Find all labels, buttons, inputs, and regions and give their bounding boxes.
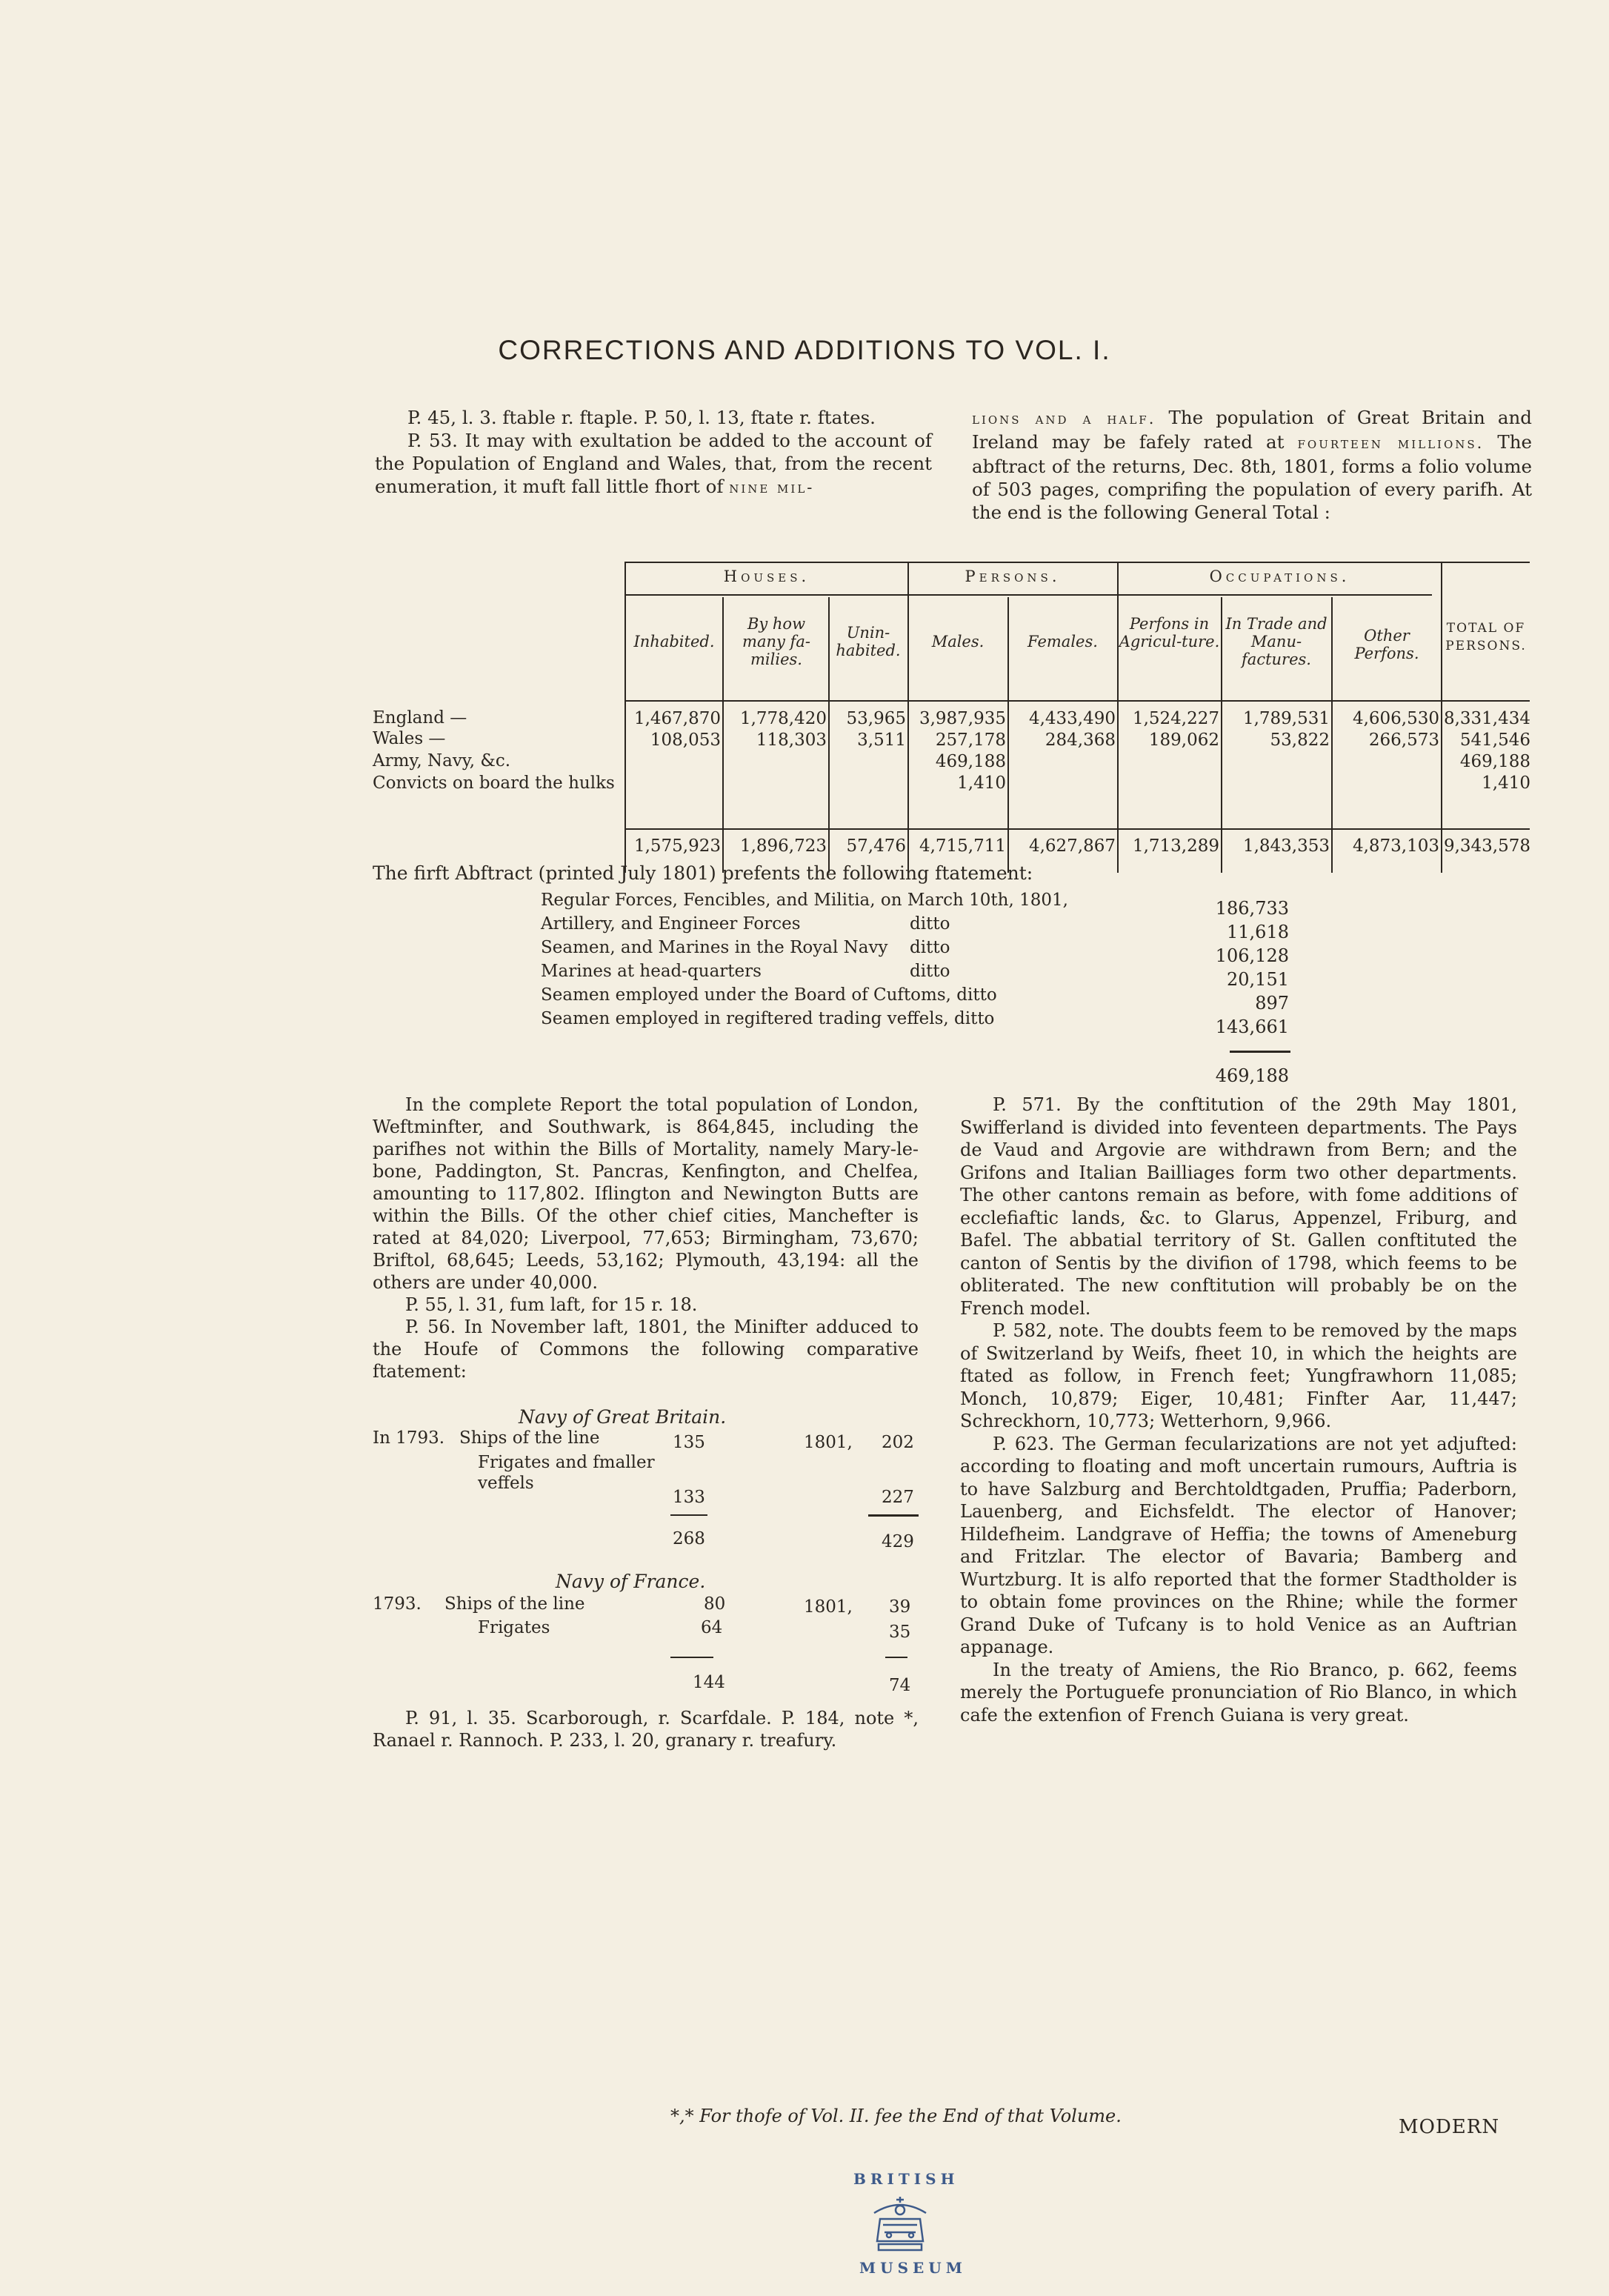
cell-trade-wales: 53,822 bbox=[1270, 731, 1330, 750]
navy-fr-row2-v2: 35 bbox=[889, 1623, 911, 1642]
statement-ditto-4: ditto bbox=[910, 962, 950, 981]
row-label-england: England — bbox=[373, 708, 467, 728]
navy-fr-year2: 1801, bbox=[804, 1597, 853, 1617]
cell-other-england: 4,606,530 bbox=[1352, 709, 1439, 728]
intro-right-para: lions and a half. The population of Great Britain and Ireland may be fafely rated at fourteen millions. The abftract of the returns, Dec. 8th, 1801, forms a folio volume of 503 pages, comprifing the population of every parifh. At the end is the following General Total : bbox=[972, 407, 1532, 523]
intro-right-smallcaps-2: fourteen millions. bbox=[1297, 434, 1485, 452]
stamp-text-bottom: MUSEUM bbox=[859, 2259, 967, 2277]
navy-gb-row1-label: Ships of the line bbox=[459, 1428, 600, 1448]
header-rule bbox=[624, 700, 1530, 702]
navy-gb-row2-label: Frigates and fmaller veffels bbox=[478, 1453, 655, 1493]
totals-rule bbox=[624, 828, 1530, 830]
statement-label-1: Regular Forces, Fencibles, and Militia, on March 10th, 1801, bbox=[541, 891, 1068, 910]
cell-families-wales: 118,303 bbox=[756, 731, 827, 750]
statement-ditto-3: ditto bbox=[910, 938, 950, 957]
footer-note: *,* For thofe of Vol. II. fee the End of that Volume. bbox=[670, 2106, 1122, 2126]
navy-gb-total2: 429 bbox=[882, 1532, 914, 1551]
statement-sum-rule bbox=[1230, 1051, 1290, 1053]
navy-gb-row2-v1: 133 bbox=[673, 1488, 705, 1507]
col-agriculture bbox=[1119, 708, 1219, 751]
statement-total: 469,188 bbox=[1215, 1065, 1289, 1086]
header-uninhabited: Unin-habited. bbox=[836, 624, 901, 659]
right-para-p571: P. 571. By the conftitution of the 29th May 1801, Swifferland is divided into feventeen departments. The Pays de Vaud and Argovie are withdrawn from Bern; and the Grifons and Italian Bailliages form two other departments. The other cantons remain as before, with fome additions of ecclefiaftic lands, &c. to Glarus, Appenzel, Friburg, and Bafel. The abbatial territory of St. Gallen conftituted the canton of Sentis by the divifion of 1798, which feems to be obliterated. The new conftitution will probably be on the French model. bbox=[960, 1094, 1517, 1319]
navy-fr-row2-label: Frigates bbox=[478, 1618, 550, 1637]
cell-total-england: 8,331,434 bbox=[1443, 709, 1530, 728]
navy-gb-rule1 bbox=[670, 1514, 707, 1516]
stamp-text-top: BRITISH bbox=[853, 2170, 959, 2188]
navy-fr-total1: 144 bbox=[693, 1673, 725, 1692]
header-other: Other Perfons. bbox=[1354, 627, 1419, 662]
total-agri: 1,713,289 bbox=[1132, 836, 1219, 856]
group-persons: Persons. bbox=[965, 568, 1061, 585]
navy-fr-rule2 bbox=[885, 1657, 907, 1658]
col-trade bbox=[1223, 708, 1330, 751]
total-inhabited: 1,575,923 bbox=[633, 836, 721, 856]
intro-left-smallcaps: nine mil- bbox=[729, 479, 815, 496]
navy-gb-year2: 1801, bbox=[804, 1433, 853, 1452]
navy-fr-row1-v1: 80 bbox=[704, 1594, 726, 1614]
left-para-p55: P. 55, l. 31, fum laft, for 15 r. 18. bbox=[405, 1294, 698, 1315]
statement-value-5: 897 bbox=[1255, 993, 1289, 1014]
page-title: CORRECTIONS AND ADDITIONS TO VOL. I. bbox=[498, 335, 1111, 365]
cell-females-wales: 284,368 bbox=[1045, 731, 1116, 750]
group-houses: Houses. bbox=[723, 568, 810, 585]
vrule-1 bbox=[722, 597, 724, 873]
navy-fr-rule1 bbox=[670, 1657, 713, 1658]
left-end-para: P. 91, l. 35. Scarborough, r. Scarfdale. P. 184, note *, Ranael r. Rannoch. P. 233, l. 20, granary r. treafury. bbox=[373, 1708, 919, 1751]
header-inhabited: Inhabited. bbox=[633, 633, 715, 650]
statement-label-5: Seamen employed under the Board of Cuftoms, ditto bbox=[541, 985, 997, 1005]
intro-left-para-2: P. 53. It may with exultation be added to the account of the Population of England and Wales, that, from the recent enumeration, it muft fall little fhort of nine mil- bbox=[375, 430, 932, 497]
catchword: MODERN bbox=[1399, 2116, 1500, 2138]
right-lower-column bbox=[960, 1094, 1517, 1726]
intro-left-para-1: P. 45, l. 3. ftable r. ftaple. P. 50, l. 13, ftate r. ftates. bbox=[407, 407, 876, 428]
cell-total-army: 469,188 bbox=[1459, 752, 1530, 771]
header-trade: In Trade and Manu-factures. bbox=[1225, 615, 1327, 668]
navy-gb-year1: In 1793. bbox=[373, 1428, 445, 1448]
left-para-p56: P. 56. In November laft, 1801, the Minifter adduced to the Houfe of Commons the following comparative ftatement: bbox=[373, 1317, 919, 1382]
row-label-army: Army, Navy, &c. bbox=[373, 751, 511, 771]
total-males: 4,715,711 bbox=[919, 836, 1006, 856]
header-females: Females. bbox=[1027, 633, 1098, 650]
cell-males-convicts: 1,410 bbox=[957, 773, 1006, 793]
col-females bbox=[1010, 708, 1116, 751]
header-families: By how many fa-milies. bbox=[742, 615, 810, 668]
cell-agri-england: 1,524,227 bbox=[1132, 709, 1219, 728]
statement-label-2: Artillery, and Engineer Forces bbox=[541, 914, 801, 934]
navy-gb-title: Navy of Great Britain. bbox=[519, 1406, 727, 1428]
col-total bbox=[1443, 708, 1530, 794]
statement-ditto-2: ditto bbox=[910, 914, 950, 934]
navy-fr-row2-v1: 64 bbox=[701, 1618, 723, 1637]
group-rule bbox=[624, 594, 1432, 596]
vrule-5 bbox=[1117, 562, 1119, 873]
statement-value-2: 11,618 bbox=[1227, 922, 1289, 942]
vrule-8 bbox=[1441, 562, 1442, 873]
statement-value-3: 106,128 bbox=[1215, 945, 1289, 966]
cell-uninhabited-wales: 3,511 bbox=[857, 731, 906, 750]
navy-fr-total2: 74 bbox=[889, 1676, 911, 1695]
library-stamp bbox=[852, 2167, 967, 2278]
right-para-p623: P. 623. The German fecularizations are not yet adjufted: according to floating and moft uncertain rumours, Auftria is to have Salzburg and Berchtoldtgaden, Pruffia; Paderborn, Lauenberg, and Eichsfeldt. The elector of Hanover; Hildefheim. Landgrave of Heffia; the towns of Ameneburg and Fritzlar. The elector of Bavaria; Bamberg and Wurtzburg. It is alfo reported that the former Stadtholder is to obtain fome provinces on the Rhine; while the former Grand Duke of Tufcany is to hold Venice as an Auftrian appanage. bbox=[960, 1433, 1517, 1657]
cell-other-wales: 266,573 bbox=[1368, 731, 1439, 750]
cell-total-wales: 541,546 bbox=[1459, 731, 1530, 750]
left-para-london: In the complete Report the total population of London, Weftminfter, and Southwark, is 864,845, including the parifhes not within the Bills of Mortality, namely Mary-le-bone, Paddington, St. Pancras, Kenfington, and Chelfea, amounting to 117,802. Iflington and Newington Butts are within the Bills. Of the other chief cities, Manchefter is rated at 84,020; Liverpool, 77,653; Birmingham, 73,670; Briftol, 68,645; Leeds, 53,162; Plymouth, 43,194: all the others are under 40,000. bbox=[373, 1094, 919, 1293]
col-families bbox=[724, 708, 827, 751]
cell-inhabited-england: 1,467,870 bbox=[633, 709, 721, 728]
statement-value-6: 143,661 bbox=[1215, 1016, 1289, 1037]
cell-females-england: 4,433,490 bbox=[1028, 709, 1116, 728]
cell-inhabited-wales: 108,053 bbox=[650, 731, 721, 750]
abstract-intro: The firft Abftract (printed July 1801) prefents the following ftatement: bbox=[373, 862, 1033, 884]
cell-total-convicts: 1,410 bbox=[1482, 773, 1530, 793]
col-inhabited bbox=[626, 708, 721, 751]
right-para-amiens: In the treaty of Amiens, the Rio Branco, p. 662, feems merely the Portuguefe pronunciation of Rio Blanco, in which cafe the extenfion of French Guiana is very great. bbox=[960, 1659, 1517, 1726]
statement-value-1: 186,733 bbox=[1215, 898, 1289, 919]
navy-gb-row2-v2: 227 bbox=[882, 1488, 914, 1507]
statement-value-4: 20,151 bbox=[1227, 969, 1289, 990]
right-para-p582: P. 582, note. The doubts feem to be removed by the maps of Switzerland by Weifs, fheet 10, in which the heights are ftated as follow, in French feet; Yungfrawhorn 11,085; Monch, 10,879; Eiger, 10,481; Finfter Aar, 11,447; Schreckhorn, 10,773; Wetterhorn, 9,966. bbox=[960, 1320, 1517, 1431]
vrule-3 bbox=[907, 562, 909, 873]
intro-right-smallcaps-1: lions and a half. bbox=[972, 410, 1156, 427]
total-persons: 9,343,578 bbox=[1443, 836, 1530, 856]
row-label-wales: Wales — bbox=[373, 729, 446, 748]
cell-uninhabited-england: 53,965 bbox=[846, 709, 906, 728]
vrule-7 bbox=[1331, 597, 1333, 873]
col-other bbox=[1333, 708, 1439, 751]
col-uninhabited bbox=[830, 708, 906, 751]
left-lower-column bbox=[373, 1094, 919, 1382]
header-agriculture: Perfons in Agricul-ture. bbox=[1119, 615, 1220, 650]
left-end-para-block bbox=[373, 1707, 919, 1751]
header-total: TOTAL OF PERSONS. bbox=[1445, 621, 1527, 653]
cell-males-england: 3,987,935 bbox=[919, 709, 1006, 728]
navy-fr-year1: 1793. bbox=[373, 1594, 422, 1614]
row-label-convicts: Convicts on board the hulks bbox=[373, 773, 615, 793]
census-table bbox=[0, 0, 1609, 882]
total-trade: 1,843,353 bbox=[1242, 836, 1330, 856]
navy-fr-title: Navy of France. bbox=[556, 1571, 706, 1592]
cell-trade-england: 1,789,531 bbox=[1242, 709, 1330, 728]
statement-label-3: Seamen, and Marines in the Royal Navy bbox=[541, 938, 888, 957]
header-males: Males. bbox=[931, 633, 985, 650]
navy-gb-row1-v2: 202 bbox=[882, 1433, 914, 1452]
cell-agri-wales: 189,062 bbox=[1148, 731, 1219, 750]
group-occupations: Occupations. bbox=[1209, 568, 1350, 585]
navy-fr-row1-v2: 39 bbox=[889, 1597, 911, 1617]
total-families: 1,896,723 bbox=[739, 836, 827, 856]
statement-label-4: Marines at head-quarters bbox=[541, 962, 762, 981]
navy-gb-total1: 268 bbox=[673, 1529, 705, 1548]
navy-gb-rule2 bbox=[868, 1514, 919, 1517]
total-other: 4,873,103 bbox=[1352, 836, 1439, 856]
cell-families-england: 1,778,420 bbox=[739, 709, 827, 728]
navy-fr-row1-label: Ships of the line bbox=[444, 1594, 585, 1614]
cell-males-army: 469,188 bbox=[935, 752, 1006, 771]
navy-gb-row1-v1: 135 bbox=[673, 1433, 705, 1452]
table-top-rule bbox=[624, 562, 1530, 563]
total-females: 4,627,867 bbox=[1028, 836, 1116, 856]
cell-males-wales: 257,178 bbox=[935, 731, 1006, 750]
statement-label-6: Seamen employed in regiftered trading veffels, ditto bbox=[541, 1009, 995, 1028]
col-males bbox=[910, 708, 1006, 794]
total-uninhabited: 57,476 bbox=[846, 836, 906, 856]
